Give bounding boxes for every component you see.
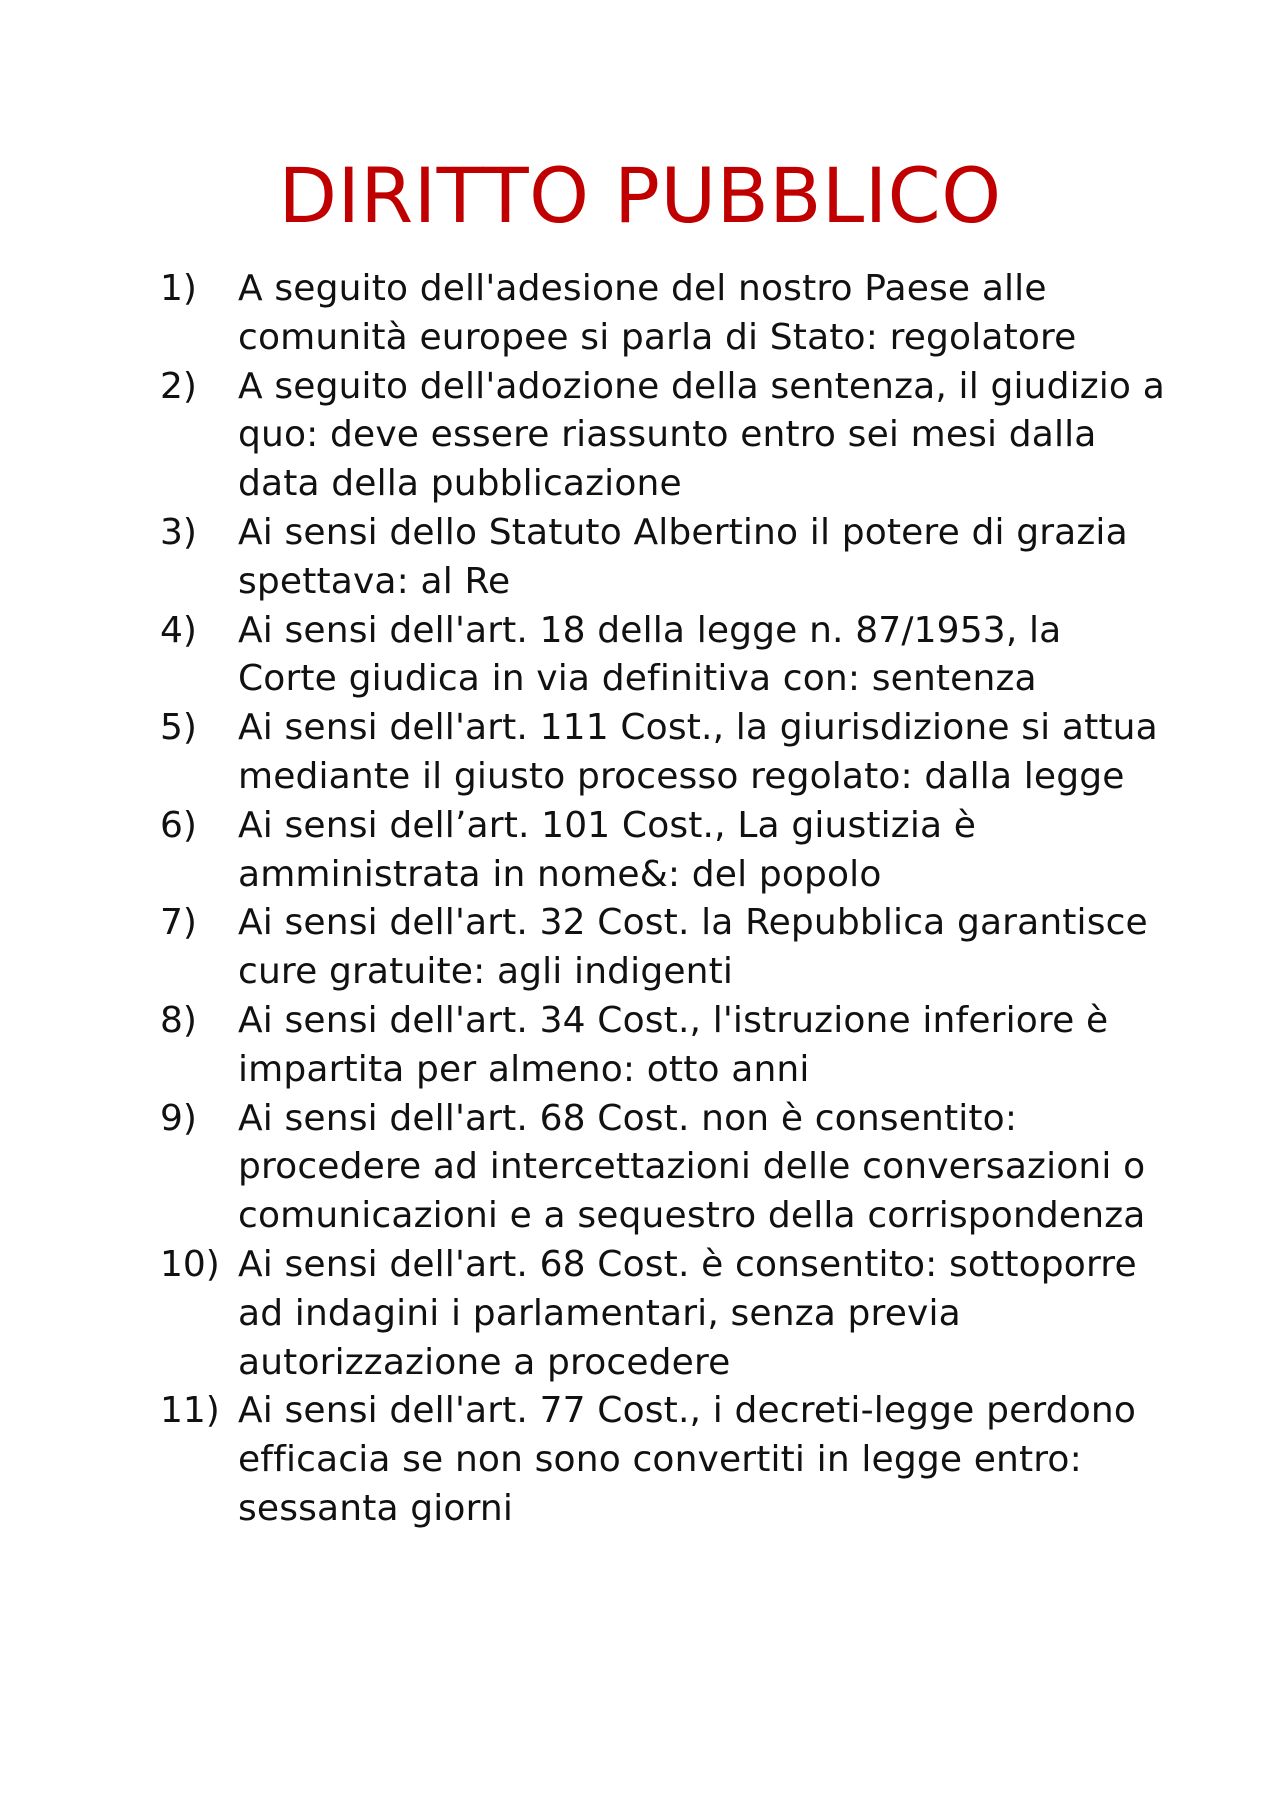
page-title: DIRITTO PUBBLICO xyxy=(278,151,1002,240)
item-number: 9) xyxy=(160,1097,197,1139)
item-text: Ai sensi dell'art. 111 Cost., la giurisdizione si attua mediante il giusto processo regolato: dalla legge xyxy=(238,707,1158,797)
list-item xyxy=(160,704,1170,802)
item-number: 10) xyxy=(160,1243,220,1285)
list-item xyxy=(160,802,1170,900)
list-item xyxy=(160,1095,1170,1241)
list-item xyxy=(160,1387,1170,1533)
item-text: Ai sensi dell'art. 32 Cost. la Repubblica garantisce cure gratuite: agli indigenti xyxy=(238,902,1148,993)
question-list xyxy=(160,265,1170,1534)
item-number: 7) xyxy=(160,902,197,944)
list-item xyxy=(160,607,1170,705)
item-number: 6) xyxy=(160,804,197,846)
item-number: 8) xyxy=(160,999,197,1041)
item-text: A seguito dell'adesione del nostro Paese alle comunità europee si parla di Stato: regolatore xyxy=(238,268,1077,358)
item-text: Ai sensi dell'art. 18 della legge n. 87/1953, la Corte giudica in via definitiva con: sentenza xyxy=(238,609,1062,700)
list-item xyxy=(160,997,1170,1095)
item-text: Ai sensi dell'art. 77 Cost., i decreti-legge perdono efficacia se non sono convertiti in legge entro: sessanta giorni xyxy=(238,1390,1137,1529)
list-item xyxy=(160,363,1170,509)
list-item xyxy=(160,1241,1170,1387)
item-text: Ai sensi dello Statuto Albertino il potere di grazia spettava: al Re xyxy=(238,511,1128,602)
item-text: Ai sensi dell’art. 101 Cost., La giustizia è amministrata in nome&: del popolo xyxy=(238,804,977,895)
item-number: 5) xyxy=(160,707,197,749)
item-number: 4) xyxy=(160,609,197,651)
item-text: A seguito dell'adozione della sentenza, il giudizio a quo: deve essere riassunto entro sei mesi dalla data della pubblicazione xyxy=(238,365,1165,505)
item-text: Ai sensi dell'art. 34 Cost., l'istruzione inferiore è impartita per almeno: otto anni xyxy=(238,999,1109,1090)
list-item xyxy=(160,899,1170,997)
item-number: 11) xyxy=(160,1390,220,1432)
list-item xyxy=(160,265,1170,363)
item-number: 3) xyxy=(160,511,197,553)
list-item xyxy=(160,509,1170,607)
item-text: Ai sensi dell'art. 68 Cost. è consentito: sottoporre ad indagini i parlamentari, senza previa autorizzazione a procedere xyxy=(238,1243,1137,1383)
item-number: 2) xyxy=(160,365,197,407)
item-number: 1) xyxy=(160,268,197,309)
item-text: Ai sensi dell'art. 68 Cost. non è consentito: procedere ad intercettazioni delle conversazioni o comunicazioni e a sequestro della corrispondenza xyxy=(238,1097,1146,1237)
